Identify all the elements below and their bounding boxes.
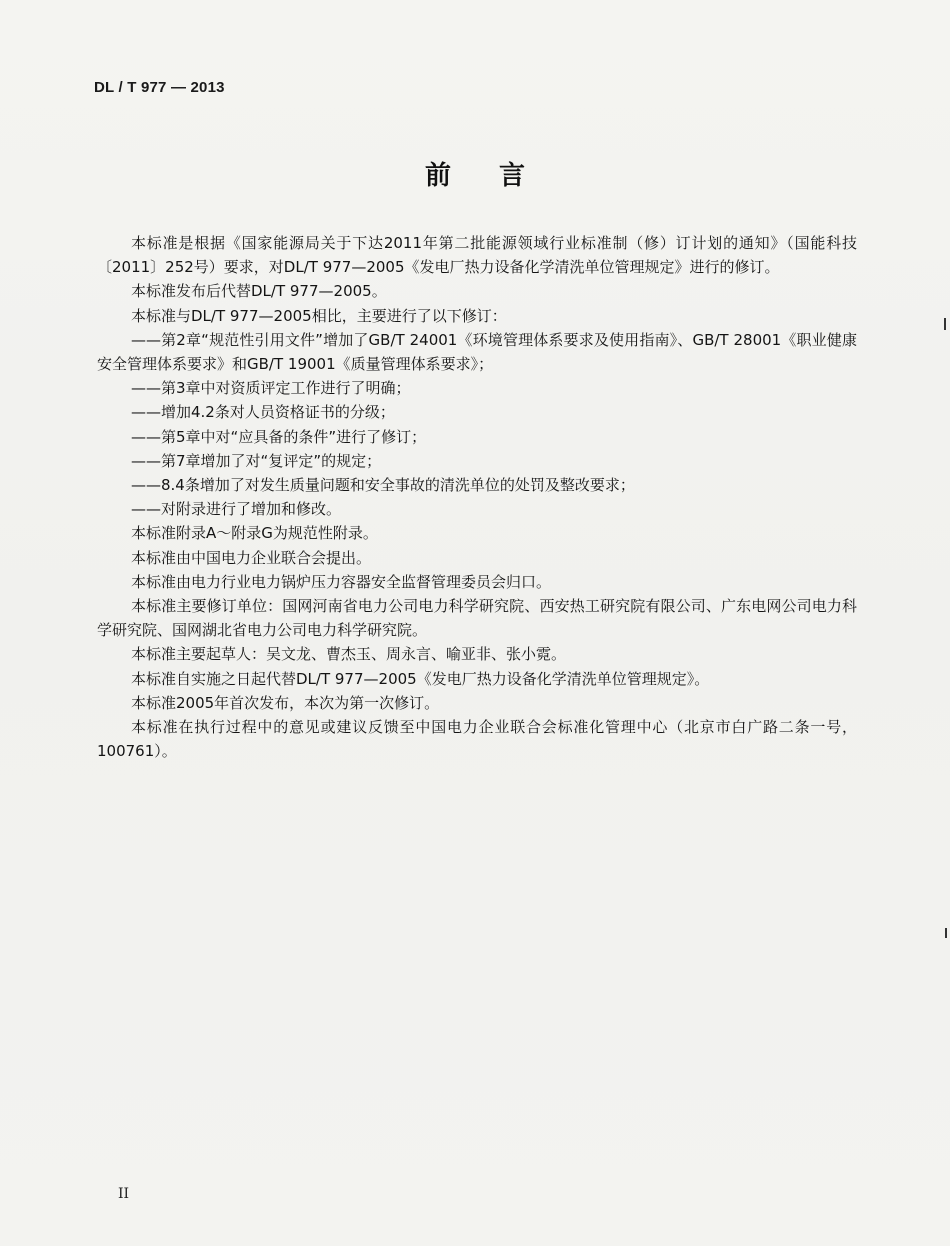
right-edge-mark <box>945 928 947 938</box>
right-edge-mark <box>944 318 946 330</box>
revision-item: ——增加4.2条对人员资格证书的分级； <box>131 403 395 422</box>
revision-item: ——第3章中对资质评定工作进行了明确； <box>131 379 411 398</box>
foreword-body <box>97 231 857 763</box>
paragraph-appendix: 本标准附录A～附录G为规范性附录。 <box>131 524 378 543</box>
paragraph-administrator: 本标准由电力行业电力锅炉压力容器安全监督管理委员会归口。 <box>131 572 552 591</box>
paragraph-replaces: 本标准发布后代替DL/T 977—2005。 <box>131 282 387 301</box>
revision-item: ——第2章“规范性引用文件”增加了GB/T 24001《环境管理体系要求及使用指南》、GB/T 28001《职业健康安全管理体系要求》和GB/T 19001《质量管理体系要求》； <box>97 330 857 374</box>
revision-item: ——对附录进行了增加和修改。 <box>131 500 342 519</box>
page-number: II <box>118 1186 130 1202</box>
revision-item: ——第5章中对“应具备的条件”进行了修订； <box>131 427 427 446</box>
standard-code-header: DL / T 977 — 2013 <box>94 79 225 96</box>
paragraph-history: 本标准2005年首次发布，本次为第一次修订。 <box>131 693 440 712</box>
paragraph-feedback: 本标准在执行过程中的意见或建议反馈至中国电力企业联合会标准化管理中心（北京市白广路二条一号，100761）。 <box>97 718 857 761</box>
paragraph-basis: 本标准是根据《国家能源局关于下达2011年第二批能源领域行业标准制（修）订计划的通知》（国能科技〔2011〕252号）要求，对DL/T 977—2005《发电厂热力设备化学清洗单位管理规定》进行的修订。 <box>97 234 857 277</box>
revision-item: ——第7章增加了对“复评定”的规定； <box>131 451 382 470</box>
paragraph-drafters: 本标准主要起草人：吴文龙、曹杰玉、周永言、喻亚非、张小霓。 <box>131 645 567 664</box>
paragraph-changes-intro: 本标准与DL/T 977—2005相比，主要进行了以下修订： <box>131 306 507 325</box>
paragraph-supersedes: 本标准自实施之日起代替DL/T 977—2005《发电厂热力设备化学清洗单位管理规定》。 <box>131 669 710 688</box>
page-title: 前言 <box>424 161 573 191</box>
paragraph-drafting-units: 本标准主要修订单位：国网河南省电力公司电力科学研究院、西安热工研究院有限公司、广东电网公司电力科学研究院、国网湖北省电力公司电力科学研究院。 <box>97 597 857 640</box>
paragraph-proposer: 本标准由中国电力企业联合会提出。 <box>131 548 372 567</box>
revision-item: ——8.4条增加了对发生质量问题和安全事故的清洗单位的处罚及整改要求； <box>131 476 635 495</box>
